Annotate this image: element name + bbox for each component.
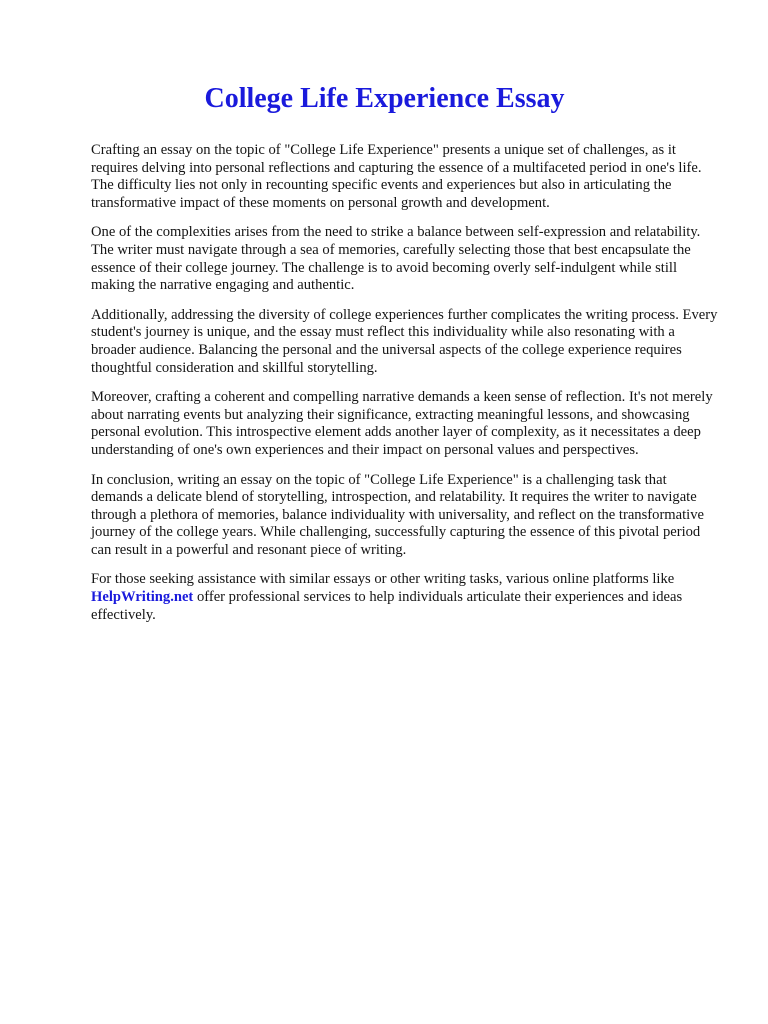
helpwriting-link[interactable]: HelpWriting.net [91,589,194,606]
paragraph-1: Crafting an essay on the topic of "College Life Experience" presents a unique set of challenges, as it requires delving into personal reflections and capturing the essence of a multifaceted period in one's life. The difficulty lies not only in recounting specific events and experiences but also in articulating the transformative impact of these moments on personal growth and development. [91,142,702,211]
closing-paragraph [91,571,718,624]
paragraph-4: Moreover, crafting a coherent and compelling narrative demands a keen sense of reflection. It's not merely about narrating events but analyzing their significance, extracting meaningful lessons, and showcasing personal evolution. This introspective element adds another layer of complexity, as it necessitates a deep understanding of one's own experiences and their impact on personal values and perspectives. [91,389,713,458]
paragraph-2: One of the complexities arises from the need to strike a balance between self-expression and relatability. The writer must navigate through a sea of memories, carefully selecting those that best encapsulate the essence of their college journey. The challenge is to avoid becoming overly self-indulgent while still making the narrative engaging and authentic. [91,224,701,294]
paragraph-5: In conclusion, writing an essay on the topic of "College Life Experience" is a challenging task that demands a delicate blend of storytelling, introspection, and relatability. It requires the writer to navigate through a plethora of memories, balance individuality with universality, and reflect on the transformative journey of the college years. While challenging, successfully capturing the essence of this pivotal period can result in a powerful and resonant piece of writing. [91,471,705,558]
closing-text-after-link: offer professional services to help individuals articulate their experiences and ideas effectively. [91,589,683,623]
page-title: College Life Experience Essay [204,83,565,114]
paragraph-3: Additionally, addressing the diversity of college experiences further complicates the writing process. Every student's journey is unique, and the essay must reflect this individuality while also resonating with a broader audience. Balancing the personal and the universal aspects of the college experience requires thoughtful consideration and skillful storytelling. [91,306,718,376]
closing-text-before-link: For those seeking assistance with similar essays or other writing tasks, various online platforms like [91,571,675,588]
